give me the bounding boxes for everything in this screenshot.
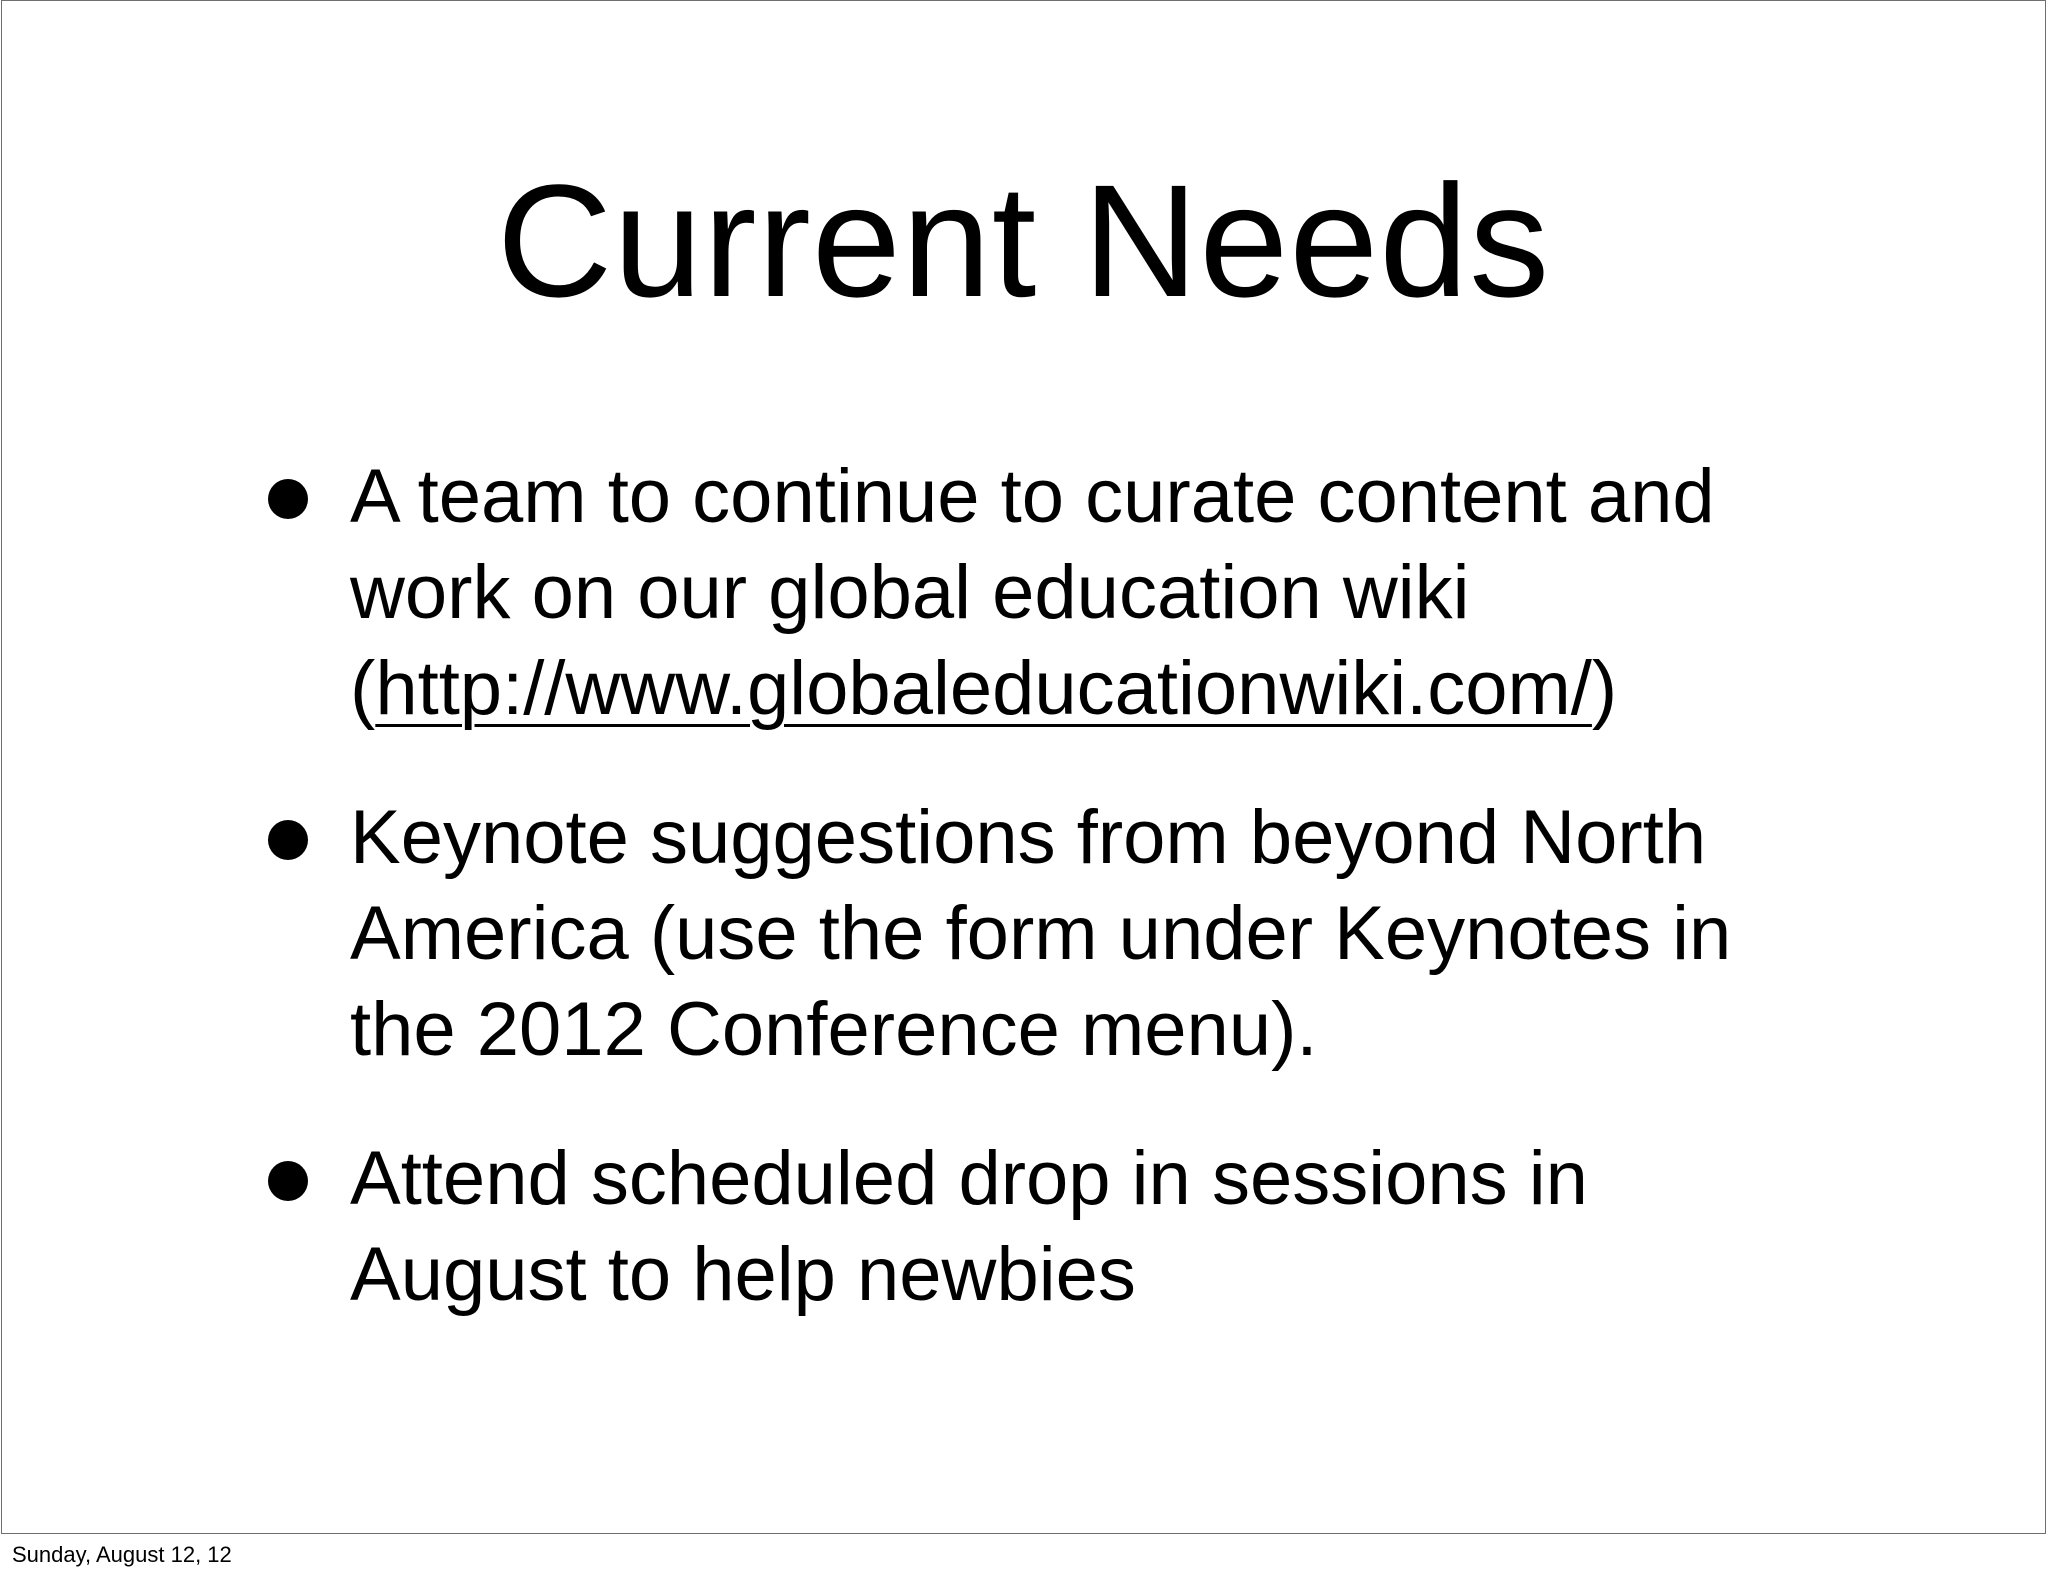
slide [1, 0, 2046, 1534]
bullet-text [350, 449, 1822, 737]
bullet-item-drop-in-sessions [262, 1131, 1822, 1323]
bullet-item-wiki-team [262, 449, 1822, 737]
bullet-dot-icon [268, 479, 308, 519]
bullet-text-after-link: ) [1591, 646, 1618, 731]
footer-date: Sunday, August 12, 12 [12, 1542, 232, 1567]
global-education-wiki-link[interactable]: http://www.globaleducationwiki.com/ [375, 646, 1592, 731]
bullet-item-keynote-suggestions [262, 790, 1822, 1078]
bullet-text: Attend scheduled drop in sessions in August to help newbies [350, 1136, 1588, 1317]
bullet-text: Keynote suggestions from beyond North America (use the form under Keynotes in the 2012 Conference menu). [350, 795, 1732, 1072]
slide-title: Current Needs [496, 151, 1551, 330]
bullet-text-before-link: A team to continue to curate content and work on our global education wiki ( [350, 454, 1715, 731]
bullet-list [262, 449, 1822, 1376]
bullet-dot-icon [268, 1161, 308, 1201]
bullet-dot-icon [268, 820, 308, 860]
